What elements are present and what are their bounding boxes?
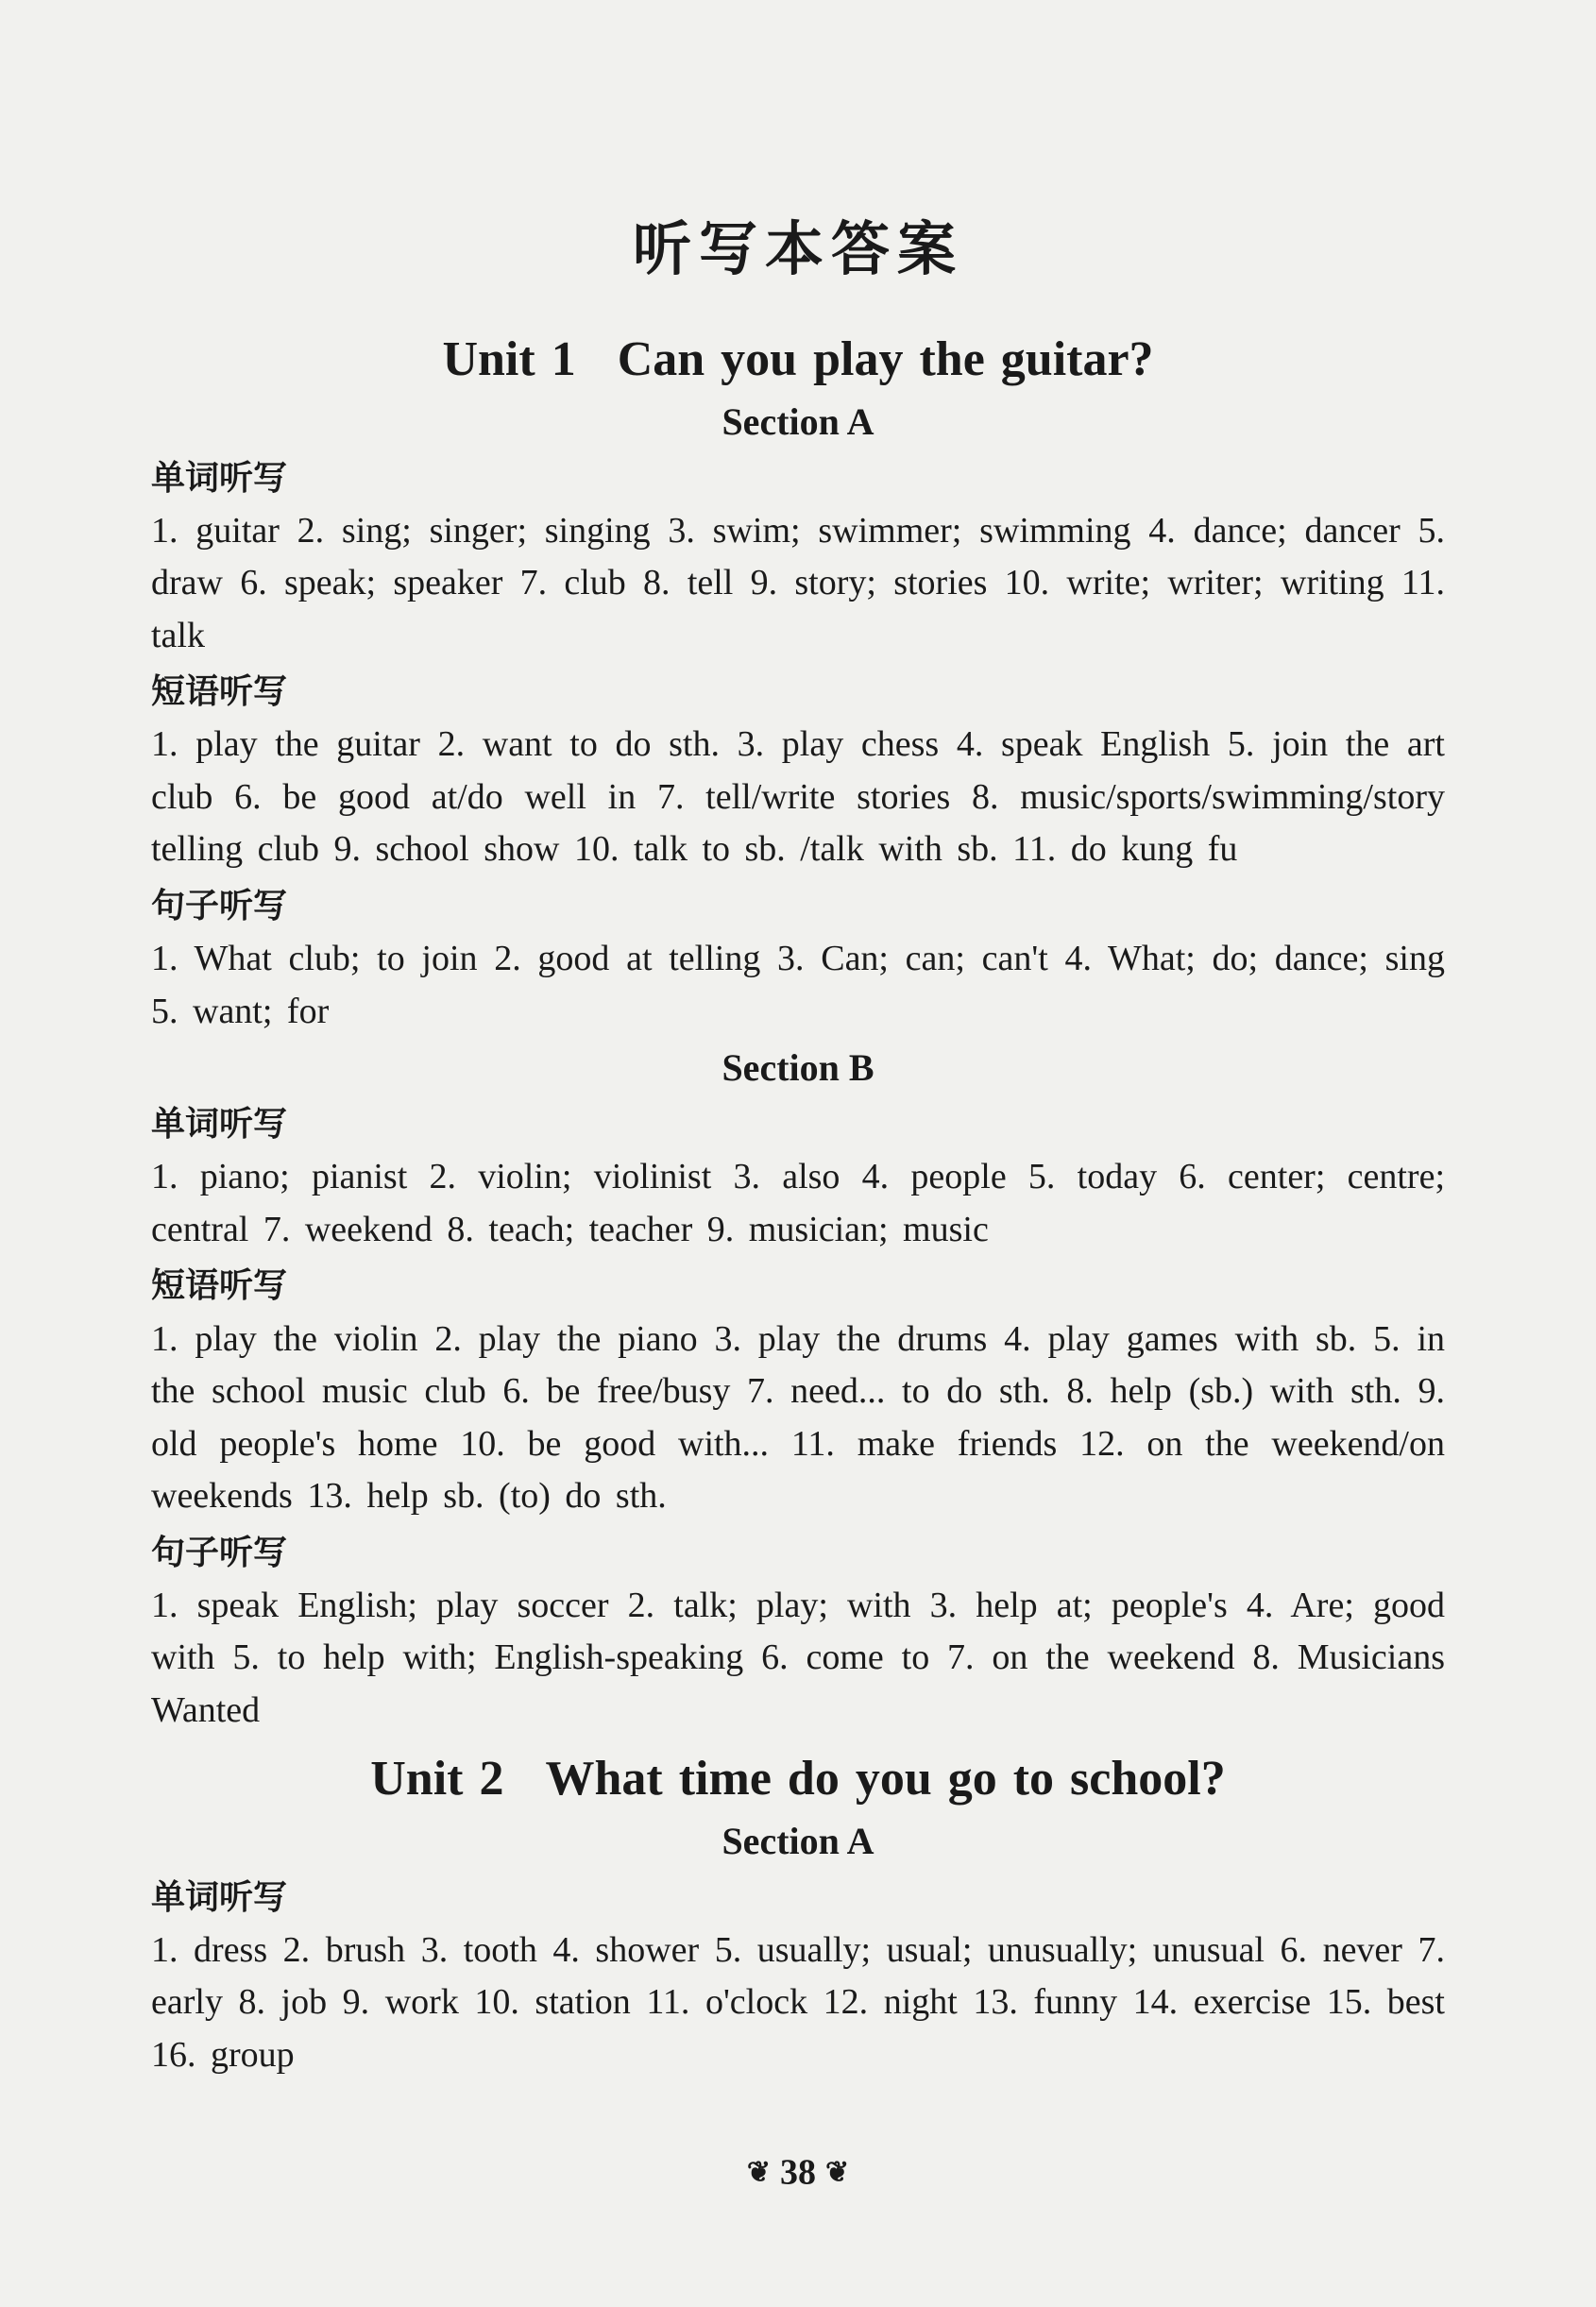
- category-word-dictation: 单词听写: [151, 1877, 288, 1917]
- answer-page: [151, 214, 1445, 2085]
- category-word-dictation: 单词听写: [151, 1105, 288, 1145]
- unit-2-number: Unit 2: [370, 1752, 504, 1807]
- phrase-answers: 1. play the violin 2. play the piano 3. play the drums 4. play games with sb. 5. in the school music club 6. be free/busy 7. need... to do sth. 8. help (sb.) with sth. 9. old people's home 10. be good with... 11. make friends 12. on the weekend/on weekends 13. help sb. (to) do sth.: [151, 1318, 1445, 1517]
- category-phrase-dictation: 短语听写: [151, 1266, 288, 1306]
- section-title: Section A: [722, 1819, 874, 1862]
- word-answers: 1. dress 2. brush 3. tooth 4. shower 5. usually; usual; unusually; unusual 6. never 7. early 8. job 9. work 10. station 11. o'clock 12. night 13. funny 14. exercise 15. best 16. group: [151, 1929, 1445, 2075]
- unit-1-title: [151, 331, 1445, 389]
- phrase-answers: 1. play the guitar 2. want to do sth. 3. play chess 4. speak English 5. join the art club 6. be good at/do well in 7. tell/write stories 8. music/sports/swimming/story telling club 9. school show 10. talk to sb. /talk with sb. 11. do kung fu: [151, 724, 1445, 870]
- unit-1-section-a: [151, 398, 1445, 1039]
- section-title: Section A: [722, 399, 874, 443]
- sentence-answers: 1. What club; to join 2. good at telling 3. Can; can; can't 4. What; do; dance; sing 5. want; for: [151, 939, 1445, 1031]
- unit-1-number: Unit 1: [442, 332, 576, 387]
- unit-1: [151, 331, 1445, 1737]
- unit-2-title: [151, 1750, 1445, 1808]
- unit-2: [151, 1750, 1445, 2081]
- word-answers: 1. piano; pianist 2. violin; violinist 3. also 4. people 5. today 6. center; centre; central 7. weekend 8. teach; teacher 9. musician; music: [151, 1157, 1445, 1249]
- unit-1-name: Can you play the guitar?: [617, 332, 1154, 387]
- category-phrase-dictation: 短语听写: [151, 672, 288, 712]
- section-title: Section B: [722, 1046, 874, 1090]
- unit-1-section-b: [151, 1043, 1445, 1737]
- unit-2-name: What time do you go to school?: [545, 1752, 1226, 1807]
- ornament-right-icon: ❦: [825, 2156, 850, 2188]
- category-sentence-dictation: 句子听写: [151, 886, 288, 925]
- ornament-left-icon: ❦: [746, 2156, 771, 2188]
- page-title: 听写本答案: [632, 214, 963, 283]
- sentence-answers: 1. speak English; play soccer 2. talk; play; with 3. help at; people's 4. Are; good with 5. to help with; English-speaking 6. come to 7. on the weekend 8. Musicians Wanted: [151, 1585, 1445, 1730]
- category-word-dictation: 单词听写: [151, 458, 288, 498]
- word-answers: 1. guitar 2. sing; singer; singing 3. swim; swimmer; swimming 4. dance; dancer 5. draw 6. speak; speaker 7. club 8. tell 9. story; stories 10. write; writer; writing 11. talk: [151, 510, 1445, 655]
- page-footer: [0, 2148, 1596, 2193]
- category-sentence-dictation: 句子听写: [151, 1533, 288, 1572]
- page-number: 38: [780, 2152, 816, 2193]
- unit-2-section-a: [151, 1817, 1445, 2082]
